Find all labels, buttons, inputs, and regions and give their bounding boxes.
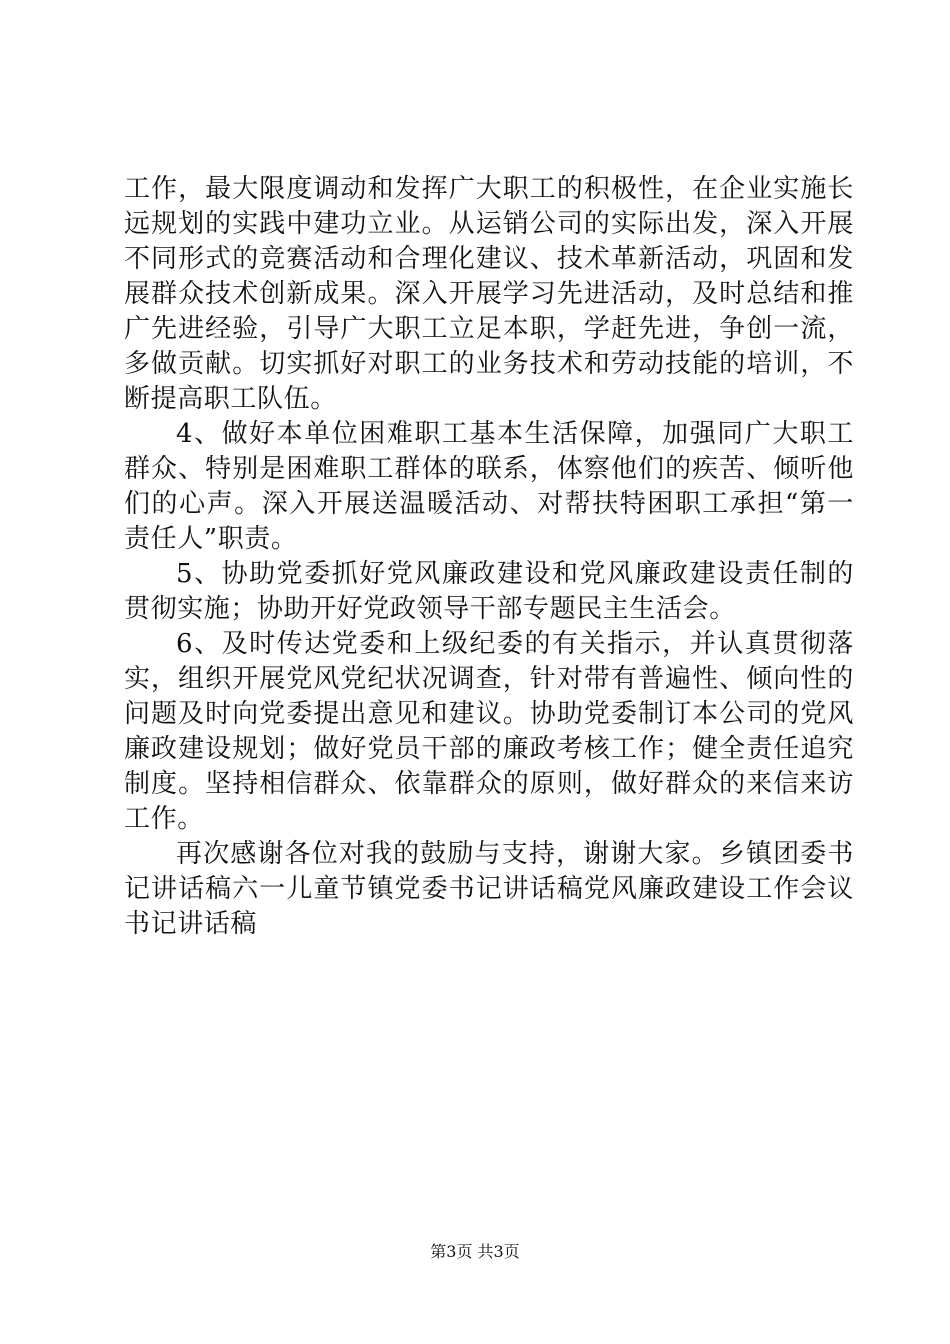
paragraph-continuation: 工作，最大限度调动和发挥广大职工的积极性，在企业实施长远规划的实践中建功立业。从运销公司的实际出发，深入开展不同形式的竞赛活动和合理化建议、技术革新活动，巩固和发展群众技术创新成果。深入开展学习先进活动，及时总结和推广先进经验，引导广大职工立足本职，学赶先进，争创一流，多做贡献。切实抓好对职工的业务技术和劳动技能的培训，不断提高职工队伍。 bbox=[124, 174, 854, 414]
paragraph-item-4: 4、做好本单位困难职工基本生活保障，加强同广大职工群众、特别是困难职工群体的联系，体察他们的疾苦、倾听他们的心声。深入开展送温暖活动、对帮扶特困职工承担“第一责任人”职责。 bbox=[124, 419, 854, 554]
page-footer: 第3页 共3页 bbox=[430, 1242, 520, 1261]
document-body bbox=[124, 172, 854, 942]
paragraph-closing: 再次感谢各位对我的鼓励与支持，谢谢大家。乡镇团委书记讲话稿六一儿童节镇党委书记讲话稿党风廉政建设工作会议书记讲话稿 bbox=[124, 839, 854, 939]
paragraph-item-6: 6、及时传达党委和上级纪委的有关指示，并认真贯彻落实，组织开展党风党纪状况调查，针对带有普遍性、倾向性的问题及时向党委提出意见和建议。协助党委制订本公司的党风廉政建设规划；做好党员干部的廉政考核工作；健全责任追究制度。坚持相信群众、依靠群众的原则，做好群众的来信来访工作。 bbox=[124, 629, 854, 834]
paragraph-item-5: 5、协助党委抓好党风廉政建设和党风廉政建设责任制的贯彻实施；协助开好党政领导干部专题民主生活会。 bbox=[124, 559, 854, 624]
